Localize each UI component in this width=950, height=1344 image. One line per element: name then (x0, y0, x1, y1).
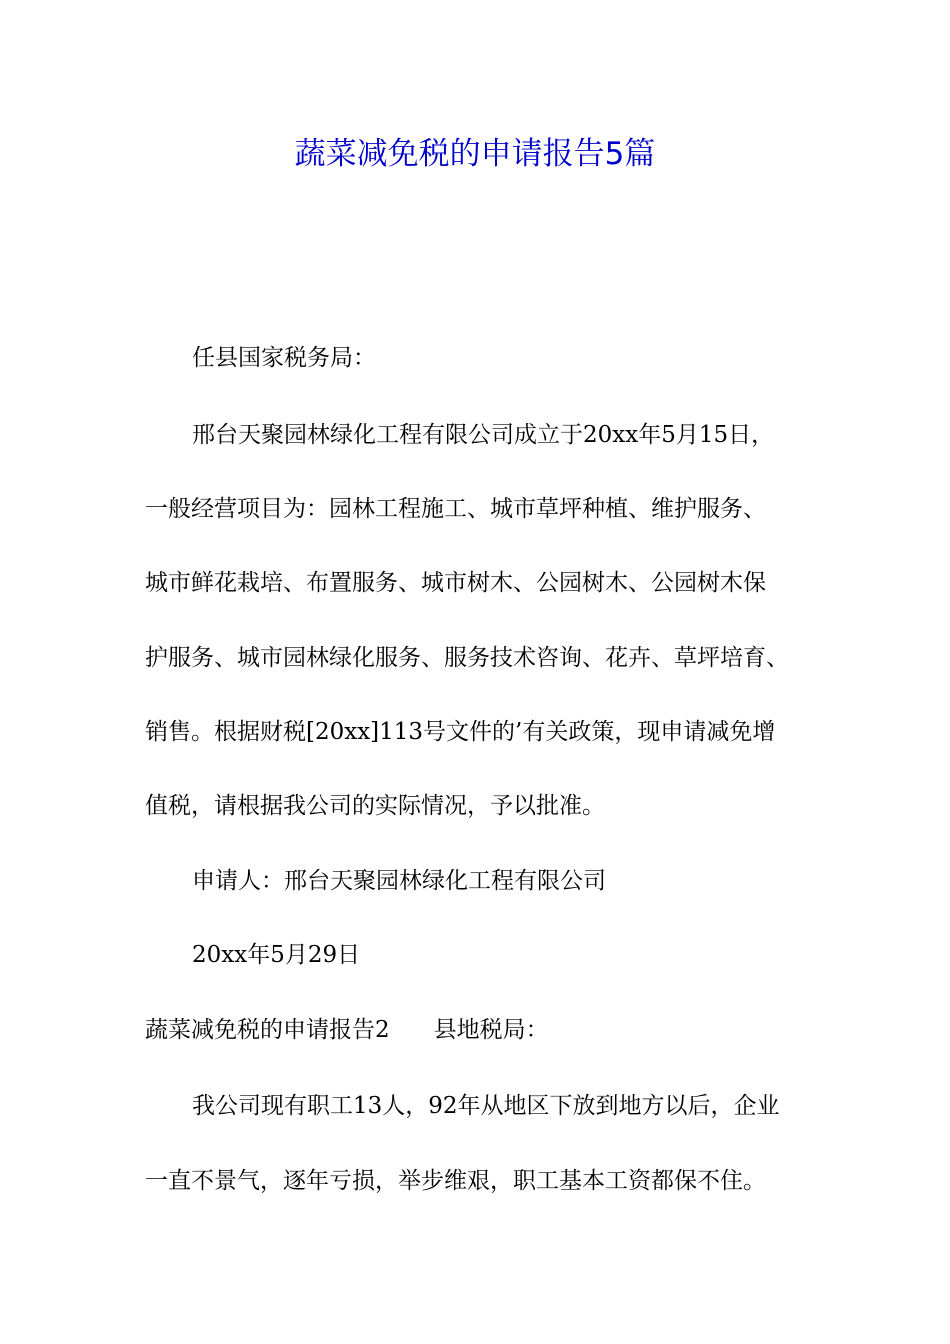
salutation: 任县国家税务局： (192, 345, 376, 371)
body-line: 护服务、城市园林绿化服务、服务技术咨询、花卉、草坪培育、 (145, 645, 789, 671)
page-title: 蔬菜减免税的申请报告5篇 (294, 136, 656, 172)
body-line: 一般经营项目为：园林工程施工、城市草坪种植、维护服务、 (145, 496, 766, 522)
report-heading-line (145, 1015, 549, 1045)
body-line: 值税，请根据我公司的实际情况，予以批准。 (145, 793, 605, 819)
body-line: 城市鲜花栽培、布置服务、城市树木、公园树木、公园树木保 (145, 570, 766, 596)
applicant-line: 申请人：邢台天聚园林绿化工程有限公司 (192, 868, 606, 894)
salutation: 县地税局： (433, 1017, 549, 1043)
body-line: 我公司现有职工13人，92年从地区下放到地方以后，企业 (192, 1093, 780, 1119)
report-heading: 蔬菜减免税的申请报告2 (145, 1017, 390, 1043)
body-line: 一直不景气，逐年亏损，举步维艰，职工基本工资都保不住。 (145, 1168, 766, 1194)
body-line: 邢台天聚园林绿化工程有限公司成立于20xx年5月15日， (192, 422, 775, 448)
body-line: 销售。根据财税[20xx]113号文件的’有关政策，现申请减免增 (145, 719, 776, 745)
date-line: 20xx年5月29日 (192, 942, 361, 968)
